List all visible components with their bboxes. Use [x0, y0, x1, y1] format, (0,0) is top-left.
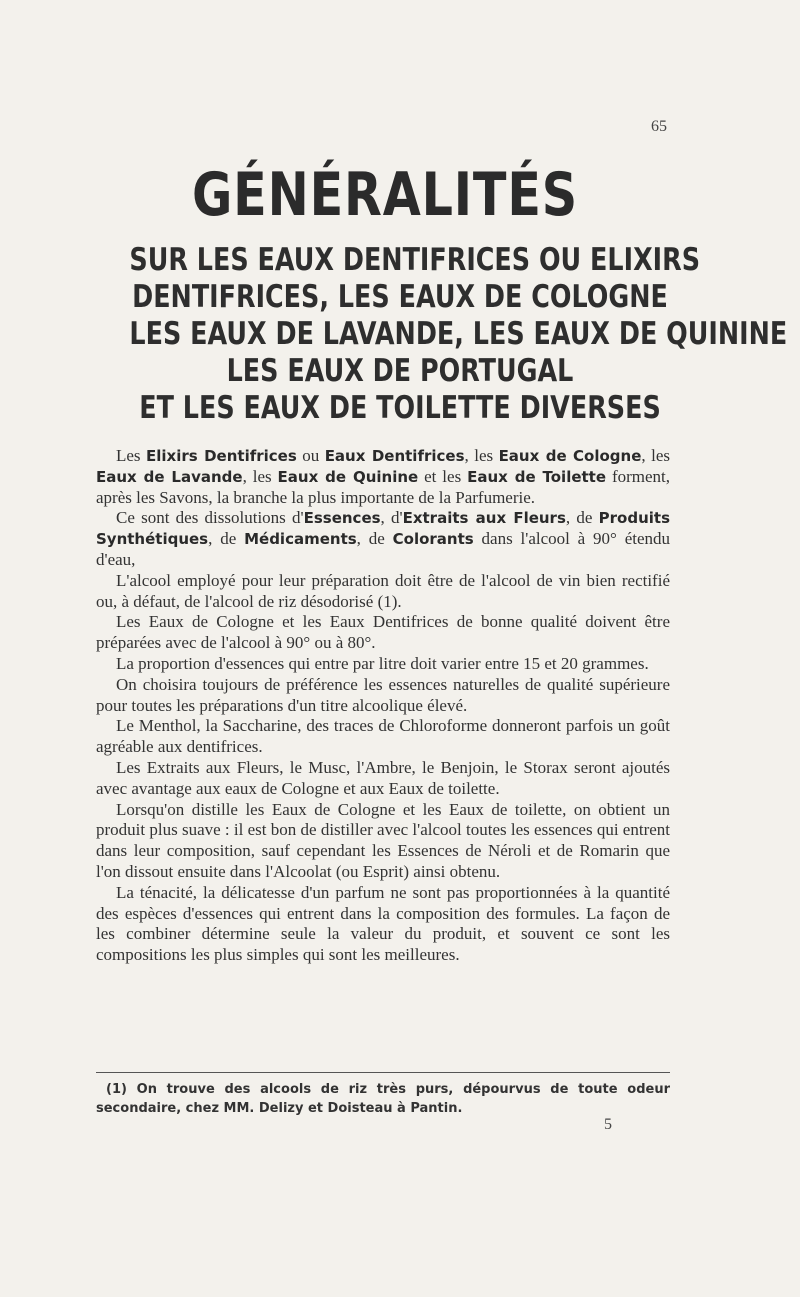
text-run: , les	[641, 446, 670, 465]
bold-term: Produits Synthétiques	[96, 509, 670, 549]
signature-mark: 5	[604, 1116, 612, 1133]
text-run: On choisira toujours de préférence les essences naturelles de qualité supérieure pour toutes les préparations d'un titre alcoolique élevé.	[96, 674, 670, 715]
text-run: forment, après les Savons, la branche la plus importante de la Parfumerie.	[96, 466, 671, 507]
text-run: et les	[418, 466, 468, 486]
bold-term: Eaux de Quinine	[277, 467, 419, 486]
paragraph	[96, 716, 670, 758]
bold-term: Eaux de Toilette	[467, 467, 607, 486]
bold-term: Colorants	[392, 530, 474, 549]
subtitle-line: LES EAUX DE PORTUGAL	[226, 353, 574, 389]
text-run: Les Extraits aux Fleurs, le Musc, l'Ambre, le Benjoin, le Storax seront ajoutés avec avantage aux eaux de Cologne et aux Eaux de toilette.	[96, 757, 670, 798]
text-run: , d'	[380, 508, 403, 528]
paragraph	[96, 758, 670, 800]
bold-term: Médicaments	[244, 530, 357, 549]
text-run: , les	[242, 466, 278, 486]
text-run: La ténacité, la délicatesse d'un parfum ne sont pas proportionnées à la quantité des espèces d'essences qui entrent dans la composition des formules. La façon de les combiner détermine seule la valeur du produit, et souvent ce sont les compositions les plus simples qui sont les meilleures.	[96, 882, 670, 965]
text-run: Les Eaux de Cologne et les Eaux Dentifrices de bonne qualité doivent être préparées avec de l'alcool à 90° ou à 80°.	[96, 612, 670, 653]
bold-term: Eaux de Lavande	[96, 467, 243, 486]
subtitle	[129, 242, 788, 427]
text-run: , de	[565, 508, 599, 528]
subtitle-line: DENTIFRICES, LES EAUX DE COLOGNE	[132, 279, 668, 315]
body-text	[96, 446, 670, 966]
paragraph	[96, 654, 670, 675]
paragraph	[96, 675, 670, 717]
subtitle-line: LES EAUX DE LAVANDE, LES EAUX DE QUININE	[129, 316, 788, 352]
bold-term: Eaux de Cologne	[498, 447, 642, 465]
subtitle-line: SUR LES EAUX DENTIFRICES OU ELIXIRS	[129, 242, 701, 278]
text-run: Le Menthol, la Saccharine, des traces de Chloroforme donneront parfois un goût agréable aux dentifrices.	[96, 716, 670, 757]
text-run: L'alcool employé pour leur préparation doit être de l'alcool de vin bien rectifié ou, à défaut, de l'alcool de riz désodorisé (1).	[96, 570, 670, 611]
bold-term: Eaux Dentifrices	[324, 447, 465, 465]
paragraph	[96, 612, 670, 654]
subtitle-line: ET LES EAUX DE TOILETTE DIVERSES	[139, 390, 661, 426]
bold-term: Elixirs Dentifrices	[146, 447, 297, 465]
text-run: , de	[208, 529, 245, 549]
bold-term: Essences	[303, 509, 381, 528]
page-title: GÉNÉRALITÉS	[191, 160, 579, 230]
text-run: Lorsqu'on distille les Eaux de Cologne et les Eaux de toilette, on obtient un produit plus suave : il est bon de distiller avec l'alcool toutes les essences qui entrent dans leur composition, sauf cependant les Essences de Néroli et de Romarin que l'on dissout ensuite dans l'Alcoolat (ou Esprit) ainsi obtenu.	[96, 799, 670, 881]
footnote: (1) On trouve des alcools de riz très purs, dépourvus de toute odeur secondaire, chez MM. Delizy et Doisteau à Pantin.	[96, 1082, 670, 1116]
paragraph	[96, 571, 670, 613]
text-run: dans l'alcool à 90° étendu d'eau,	[96, 529, 671, 569]
paragraph	[96, 800, 670, 883]
text-run: ou	[296, 446, 325, 465]
page-number: 65	[651, 118, 667, 135]
bold-term: Extraits aux Fleurs	[402, 509, 566, 528]
text-run: , les	[464, 446, 499, 465]
paragraph	[96, 508, 670, 570]
text-run: La proportion d'essences qui entre par litre doit varier entre 15 et 20 grammes.	[116, 653, 649, 673]
paragraph	[96, 883, 670, 966]
footnote-divider	[96, 1072, 670, 1073]
paragraph	[96, 446, 670, 508]
text-run: , de	[356, 529, 393, 549]
text-run: Les	[116, 446, 146, 465]
text-run: Ce sont des dissolutions d'	[116, 508, 304, 528]
